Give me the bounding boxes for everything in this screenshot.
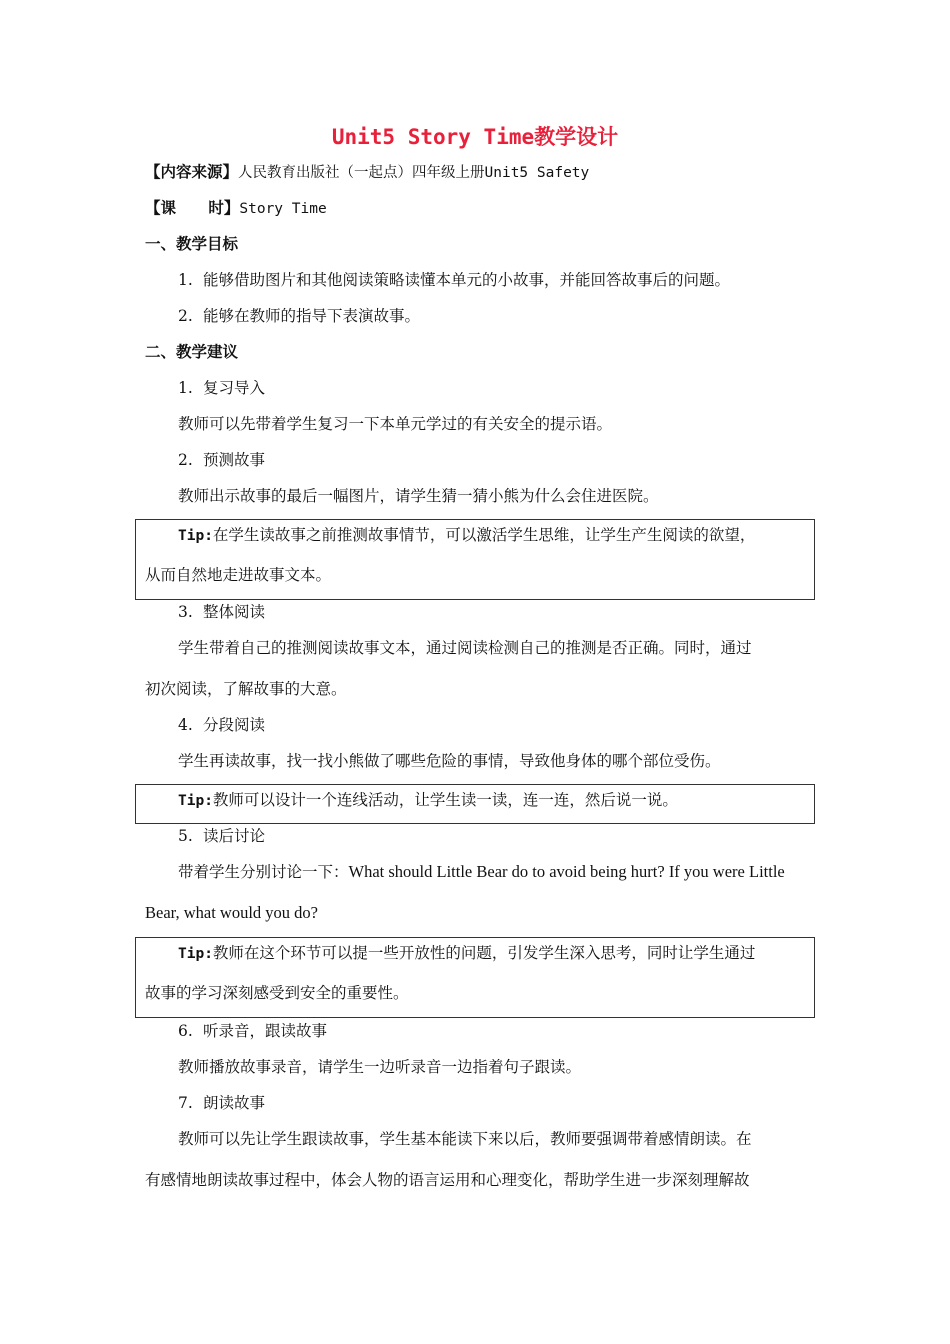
- tip-label: Tip:: [178, 528, 213, 544]
- tip-box-2: [135, 784, 815, 824]
- goal-number: 1.: [178, 271, 193, 289]
- tip-text: 教师在这个环节可以提一些开放性的问题，引发学生深入思考，同时让学生通过: [212, 944, 756, 962]
- step-title-text: 读后讨论: [203, 827, 266, 845]
- tip-text: 在学生读故事之前推测故事情节，可以激活学生思维，让学生产生阅读的欲望，: [212, 526, 756, 544]
- step-number: 3.: [178, 603, 193, 621]
- step-title-text: 听录音，跟读故事: [203, 1022, 328, 1040]
- step-body-5-line2: Bear, what would you do?: [145, 903, 319, 922]
- page-title: Unit5 Story Time教学设计: [331, 125, 619, 149]
- step-title-text: 复习导入: [203, 379, 266, 397]
- step-title-2: [178, 448, 848, 472]
- step-body-en: What should Little Bear do to avoid being hurt? If you were Little: [348, 862, 785, 881]
- goal-number: 2.: [178, 307, 193, 325]
- tip-line: [178, 788, 678, 813]
- step-title-7: [178, 1091, 848, 1115]
- tip-box-1: [135, 519, 815, 600]
- content-source-value: 人民教育出版社（一起点）四年级上册Unit5 Safety: [238, 165, 590, 181]
- step-number: 5.: [178, 827, 193, 845]
- step-body-3-line1: 学生带着自己的推测阅读故事文本，通过阅读检测自己的推测是否正确。同时，通过: [178, 639, 752, 657]
- step-title-1: [178, 376, 848, 400]
- step-body-3-line2: 初次阅读，了解故事的大意。: [145, 680, 347, 698]
- step-title-text: 预测故事: [203, 451, 266, 469]
- step-title-3: [178, 600, 848, 624]
- step-title-text: 分段阅读: [203, 716, 266, 734]
- tip-line: [178, 941, 755, 966]
- step-body-7-line2: 有感情地朗读故事过程中，体会人物的语言运用和心理变化，帮助学生进一步深刻理解故: [145, 1171, 750, 1189]
- step-number: 4.: [178, 716, 193, 734]
- step-title-text: 朗读故事: [203, 1094, 266, 1112]
- tip-line: [178, 523, 755, 548]
- step-body-6: 教师播放故事录音，请学生一边听录音一边指着句子跟读。: [178, 1058, 582, 1076]
- tip-line: 故事的学习深刻感受到安全的重要性。: [145, 984, 409, 1002]
- step-body-1: 教师可以先带着学生复习一下本单元学过的有关安全的提示语。: [178, 415, 613, 433]
- tip-text: 教师可以设计一个连线活动，让学生读一读，连一连，然后说一说。: [212, 791, 678, 809]
- step-number: 6.: [178, 1022, 193, 1040]
- goal-text: 能够在教师的指导下表演故事。: [203, 307, 421, 325]
- step-body-cn: 带着学生分别讨论一下：: [178, 863, 349, 881]
- step-body-4: 学生再读故事，找一找小熊做了哪些危险的事情，导致他身体的哪个部位受伤。: [178, 752, 721, 770]
- tip-label: Tip:: [178, 946, 213, 962]
- goal-item-1: [178, 268, 848, 292]
- lesson-label: 【课 时】: [145, 198, 240, 217]
- section-heading-goals: 一、教学目标: [145, 234, 239, 253]
- step-title-4: [178, 713, 848, 737]
- step-body-2: 教师出示故事的最后一幅图片，请学生猜一猜小熊为什么会住进医院。: [178, 487, 659, 505]
- content-source-line: [145, 160, 815, 185]
- goal-item-2: [178, 304, 848, 328]
- lesson-line: [145, 196, 815, 221]
- step-title-6: [178, 1019, 848, 1043]
- tip-box-3: [135, 937, 815, 1018]
- tip-label: Tip:: [178, 793, 213, 809]
- content-source-label: 【内容来源】: [145, 162, 239, 181]
- goal-text: 能够借助图片和其他阅读策略读懂本单元的小故事，并能回答故事后的问题。: [203, 271, 731, 289]
- step-title-5: [178, 824, 848, 848]
- section-heading-suggestions: 二、教学建议: [145, 342, 239, 361]
- step-title-text: 整体阅读: [203, 603, 266, 621]
- step-body-5-line1: [178, 860, 848, 884]
- step-number: 1.: [178, 379, 193, 397]
- step-number: 2.: [178, 451, 193, 469]
- step-body-7-line1: 教师可以先让学生跟读故事，学生基本能读下来以后，教师要强调带着感情朗读。在: [178, 1130, 752, 1148]
- lesson-value: Story Time: [239, 201, 327, 217]
- step-number: 7.: [178, 1094, 193, 1112]
- tip-line: 从而自然地走进故事文本。: [145, 566, 332, 584]
